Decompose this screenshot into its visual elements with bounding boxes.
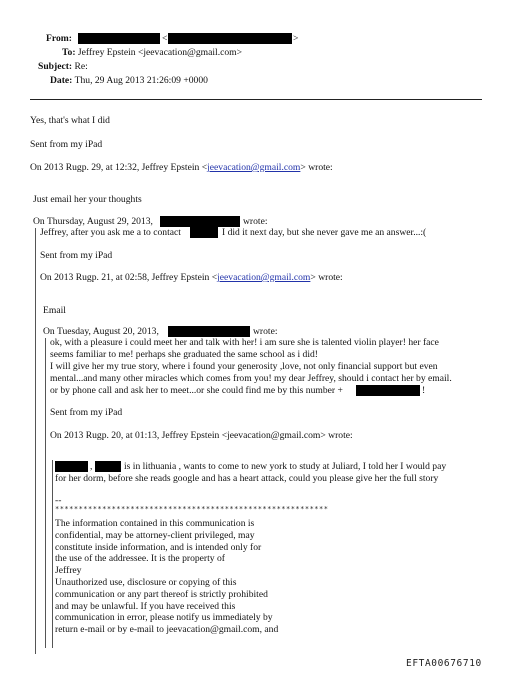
reply-1: Yes, that's what I did [30,115,110,126]
msg-6-sep: , [90,461,93,472]
attribution-2-wrote: wrote: [243,216,268,227]
msg-3-b: I did it next day, but she never gave me an answer...:( [222,227,427,238]
email-link-3[interactable]: jeevacation@gmail.com [217,272,311,283]
to-label: To: [62,47,76,58]
msg-6-line-2: for her dorm, before she reads google and has a heart attack, could you please give her the full story [55,473,439,484]
to-row [62,47,242,59]
disclaimer-line: Unauthorized use, disclosure or copying of this [55,576,237,588]
disclaimer-line: Jeffrey [55,565,82,577]
redaction-from-email [168,33,292,44]
sent-from-ipad-1: Sent from my iPad [30,139,103,150]
msg-5-line-2: seems familiar to me! perhaps she graduated the same school as i did! [50,349,319,360]
redaction-name-6a [55,461,88,472]
disclaimer-line: and may be unlawful. If you have received this [55,600,236,612]
redaction-sender-4 [168,326,250,337]
disclaimer-line: constitute inside information, and is intended only for [55,541,262,553]
reply-2: Just email her your thoughts [33,194,142,205]
bates-number: EFTA00676710 [406,658,482,669]
disclaimer-line: return e-mail or by e-mail to jeevacation@gmail.com, and [55,624,279,636]
sent-from-ipad-3: Sent from my iPad [40,250,113,261]
to-value: Jeffrey Epstein <jeevacation@gmail.com> [77,47,243,58]
email-link-1[interactable]: jeevacation@gmail.com [207,162,301,173]
disclaimer-line: the use of the addressee. It is the property of [55,553,225,565]
disclaimer-line: confidential, may be attorney-client privileged, may [55,529,255,541]
attribution-1: On 2013 Rugp. 29, at 12:32, Jeffrey Epstein <jeevacation@gmail.com> wrote: [30,162,333,173]
header-divider [30,99,482,100]
redaction-sender-2 [160,216,240,227]
date-value: Thu, 29 Aug 2013 21:26:09 +0000 [74,75,208,86]
quote-line-2 [45,338,46,648]
disclaimer-line: communication or any part thereof is strictly prohibited [55,588,268,600]
msg-5-line-1: ok, with a pleasure i could meet her and talk with her! i am sure she is talented violin player! her face [50,337,439,348]
subject-value: Re: [74,61,88,72]
msg-3-a: Jeffrey, after you ask me a to contact [40,227,181,238]
from-gt: > [293,33,299,44]
attribution-2: On Thursday, August 29, 2013, [33,216,153,227]
from-label: From: [46,33,72,44]
msg-5-line-5-end: ! [422,385,426,396]
date-row [50,75,208,87]
disclaimer-line: communication in error, please notify us immediately by [55,612,273,624]
quote-line-3 [52,460,53,648]
quote-line-1 [35,228,36,654]
redaction-name-3 [190,227,218,238]
from-row [46,33,72,45]
email-word: Email [43,305,66,316]
attribution-5: On 2013 Rugp. 20, at 01:13, Jeffrey Epstein <jeevacation@gmail.com> wrote: [50,430,353,441]
disclaimer-line: The information contained in this communication is [55,518,255,529]
star-separator: ********************************************************** [55,505,329,513]
attribution-4: On Tuesday, August 20, 2013, [43,326,159,337]
subject-row [38,61,88,73]
msg-6-line-1: is in lithuania , wants to come to new york to study at Juliard, I told her I would pay [124,461,447,472]
disclaimer [55,518,278,636]
redaction-phone [356,385,420,396]
msg-5-line-4: mental...and many other miracles which comes from you! my dear Jeffrey, should i contact her by email. [50,373,452,384]
redaction-name-6b [95,461,121,472]
signature-dash: -- [55,495,62,506]
date-label: Date: [50,75,73,86]
from-lt: < [162,33,168,44]
msg-5-line-5: or by phone call and ask her to meet...or she could find me by this number + [50,385,343,396]
subject-label: Subject: [38,61,73,72]
attribution-4-wrote: wrote: [253,326,278,337]
msg-5-line-3: I will give her my true story, where i found your generosity ,love, not only financial support but even [50,361,438,372]
redaction-from-name [78,33,160,44]
attribution-3: On 2013 Rugp. 21, at 02:58, Jeffrey Epstein <jeevacation@gmail.com> wrote: [40,272,343,283]
sent-from-ipad-5: Sent from my iPad [50,407,123,418]
